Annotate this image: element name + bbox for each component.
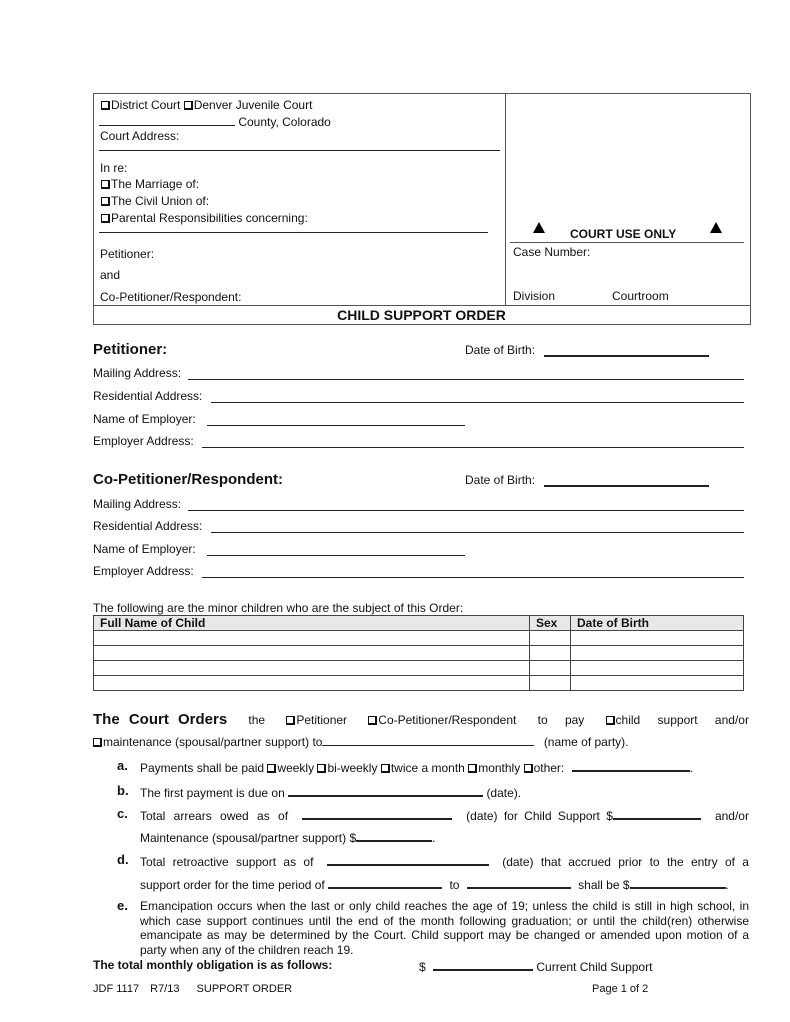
bi-weekly-checkbox[interactable] [317,764,326,773]
triangle-up-icon-left [533,222,545,233]
item-b-text [140,784,521,800]
arrears-child-support-group [466,807,701,823]
retroactive-period-end-field[interactable] [467,876,571,889]
petitioner-residential-field[interactable] [211,390,744,403]
footer-revision: R7/13 [150,983,180,995]
child-support-option: child support and/or [606,713,749,727]
column-header-name: Full Name of Child [94,616,530,631]
arrears-child-support-field[interactable] [613,807,701,820]
caption-divider-vertical [505,93,506,305]
petitioner-option: Petitioner [286,713,347,727]
item-e-text: Emancipation occurs when the last or only child reaches the age of 19; unless the child is still in high school, in which case support continues until the end of the month following graduation; or until the child(ren) otherwise emancipate as may be determined by the Court. Child support may be changed or amended upon motion of a party when any of the children reach 19. [140,899,749,957]
item-a-text: Payments shall be paid weekly bi-weekly twice a month monthly other: . [140,761,693,775]
county-suffix: County, Colorado [238,115,331,129]
children-table [93,615,744,691]
table-row [94,661,744,676]
court-orders-line-2 [93,734,629,749]
item-c-letter: c. [117,806,128,821]
triangle-up-icon-right [710,222,722,233]
maintenance-checkbox[interactable] [93,738,102,747]
arrears-label: Total arrears owed as of [140,809,289,823]
page-title: CHILD SUPPORT ORDER [337,307,506,323]
civil-union-label: The Civil Union of: [111,194,210,208]
item-d-line-2: support order for the time period of to shall be $ . [140,878,729,892]
children-intro: The following are the minor children who are the subject of this Order: [93,601,464,615]
child-name-cell[interactable] [94,676,530,691]
co-petitioner-employer-field[interactable] [207,543,465,556]
child-name-cell[interactable] [94,661,530,676]
petitioner-dob-label: Date of Birth: [465,343,536,357]
monthly-checkbox[interactable] [468,764,477,773]
co-petitioner-option: Co-Petitioner/Respondent [368,713,516,727]
footer-form-name: SUPPORT ORDER [196,983,293,995]
petitioner-checkbox[interactable] [286,716,295,725]
obligation-dollar: $ [419,960,426,974]
petitioner-employer-label: Name of Employer: [93,412,196,426]
marriage-label: The Marriage of: [111,177,200,191]
arrears-maintenance-field[interactable] [356,829,432,842]
court-use-only-label: COURT USE ONLY [570,227,677,241]
co-petitioner-heading: Co-Petitioner/Respondent: [93,471,283,488]
in-re-civil-union [101,194,209,208]
other-frequency-field[interactable] [572,759,690,772]
co-petitioner-employer-address-field[interactable] [202,565,744,578]
current-child-support-field[interactable] [433,958,533,971]
other-checkbox[interactable] [524,764,533,773]
weekly-label: weekly [277,761,315,775]
item-a-letter: a. [117,758,128,773]
footer-left [93,983,292,995]
bi-weekly-label: bi-weekly [327,761,378,775]
denver-juvenile-court-checkbox[interactable] [184,101,193,110]
co-petitioner-dob-label: Date of Birth: [465,473,536,487]
parental-responsibilities-label: Parental Responsibilities concerning: [111,211,308,225]
retroactive-period-label: support order for the time period of [140,878,325,892]
court-type-row [101,98,312,112]
county-field[interactable] [99,114,235,126]
petitioner-mailing-label: Mailing Address: [93,366,182,380]
table-row [94,646,744,661]
denver-juvenile-court-label: Denver Juvenile Court [193,98,313,112]
child-dob-cell[interactable] [571,676,744,691]
petitioner-mailing-field[interactable] [188,367,744,380]
retroactive-period-to: to [449,878,460,892]
petitioner-residential-label: Residential Address: [93,389,203,403]
monthly-label: monthly [478,761,521,775]
twice-a-month-checkbox[interactable] [381,764,390,773]
footer-page: Page 1 of 2 [592,983,649,995]
co-petitioner-employer-address-label: Employer Address: [93,564,194,578]
district-court-label: District Court [111,98,181,112]
column-header-sex: Sex [530,616,571,631]
name-of-party-field[interactable] [322,734,534,746]
child-name-cell[interactable] [94,631,530,646]
caption-and-label: and [100,268,121,282]
child-dob-cell[interactable] [571,631,744,646]
district-court-checkbox[interactable] [101,101,110,110]
caption-divider-horizontal [93,305,750,306]
parties-name-field[interactable] [99,232,488,233]
current-child-support-label: Current Child Support [536,960,653,974]
petitioner-employer-address-label: Employer Address: [93,434,194,448]
item-b-letter: b. [117,783,129,798]
retroactive-amount-field[interactable] [630,876,726,889]
child-dob-cell[interactable] [571,646,744,661]
item-d-letter: d. [117,852,129,867]
parental-responsibilities-checkbox[interactable] [101,214,110,223]
obligation-label: The total monthly obligation is as follows: [93,958,333,972]
petitioner-employer-field[interactable] [207,413,465,426]
court-address-field[interactable] [99,150,500,151]
other-label: other: [533,761,565,775]
retroactive-period-start-field[interactable] [328,876,442,889]
child-dob-cell[interactable] [571,661,744,676]
footer-form-id: JDF 1117 [93,983,140,995]
caption-petitioner-label: Petitioner: [100,247,155,261]
division-label: Division [513,289,556,303]
item-e-letter: e. [117,898,128,913]
table-row [94,676,744,691]
caption-co-petitioner-label: Co-Petitioner/Respondent: [100,290,242,304]
child-sex-cell[interactable] [530,676,571,691]
in-re-parental [101,211,308,225]
name-of-party-hint: (name of party). [543,735,629,749]
petitioner-heading: Petitioner: [93,341,168,358]
child-sex-cell[interactable] [530,646,571,661]
column-header-dob: Date of Birth [571,616,744,631]
to-pay-text: to pay [537,713,585,727]
court-orders-heading: The Court Orders [93,711,228,728]
county-row [99,114,331,129]
arrears-child-support-label: (date) for Child Support $ [466,809,613,823]
children-table-header [94,616,744,631]
co-petitioner-employer-label: Name of Employer: [93,542,196,556]
co-petitioner-mailing-field[interactable] [188,498,744,511]
arrears-maintenance-label: Maintenance (spousal/partner support) $ [140,831,357,845]
weekly-checkbox[interactable] [267,764,276,773]
in-re-marriage [101,177,199,191]
item-c-line-2: Maintenance (spousal/partner support) $ . [140,831,436,845]
twice-a-month-label: twice a month [390,761,465,775]
child-sex-cell[interactable] [530,631,571,646]
retroactive-date-hint: (date) that accrued prior to the entry of a [502,855,749,869]
case-number-label: Case Number: [513,245,591,259]
obligation-row [419,958,652,974]
civil-union-checkbox[interactable] [101,197,110,206]
item-d-line-1 [140,853,749,869]
court-orders-the: the [248,713,266,727]
court-use-divider [510,242,744,243]
first-payment-date-field[interactable] [288,784,483,797]
co-petitioner-mailing-label: Mailing Address: [93,497,182,511]
in-re-label: In re: [100,161,128,175]
marriage-checkbox[interactable] [101,180,110,189]
child-support-checkbox[interactable] [606,716,615,725]
first-payment-label: The first payment is due on [140,786,285,800]
courtroom-label: Courtroom [612,289,669,303]
arrears-date-field[interactable] [302,807,452,820]
petitioner-dob-field[interactable] [544,343,709,357]
court-address-label: Court Address: [100,129,180,143]
item-c-line-1 [140,807,749,823]
child-sex-cell[interactable] [530,661,571,676]
co-petitioner-residential-field[interactable] [211,520,744,533]
table-row [94,631,744,646]
petitioner-employer-address-field[interactable] [202,435,744,448]
co-petitioner-checkbox[interactable] [368,716,377,725]
first-payment-date-hint: (date). [486,786,522,800]
retroactive-date-field[interactable] [327,853,489,866]
co-petitioner-residential-label: Residential Address: [93,519,203,533]
arrears-and-or: and/or [714,809,749,823]
retroactive-label: Total retroactive support as of [140,855,314,869]
maintenance-label: maintenance (spousal/partner support) to [103,735,323,749]
retroactive-amount-label: shall be $ [578,878,630,892]
court-orders-line-1 [93,711,749,728]
child-name-cell[interactable] [94,646,530,661]
payments-label: Payments shall be paid [140,761,265,775]
co-petitioner-dob-field[interactable] [544,473,709,487]
